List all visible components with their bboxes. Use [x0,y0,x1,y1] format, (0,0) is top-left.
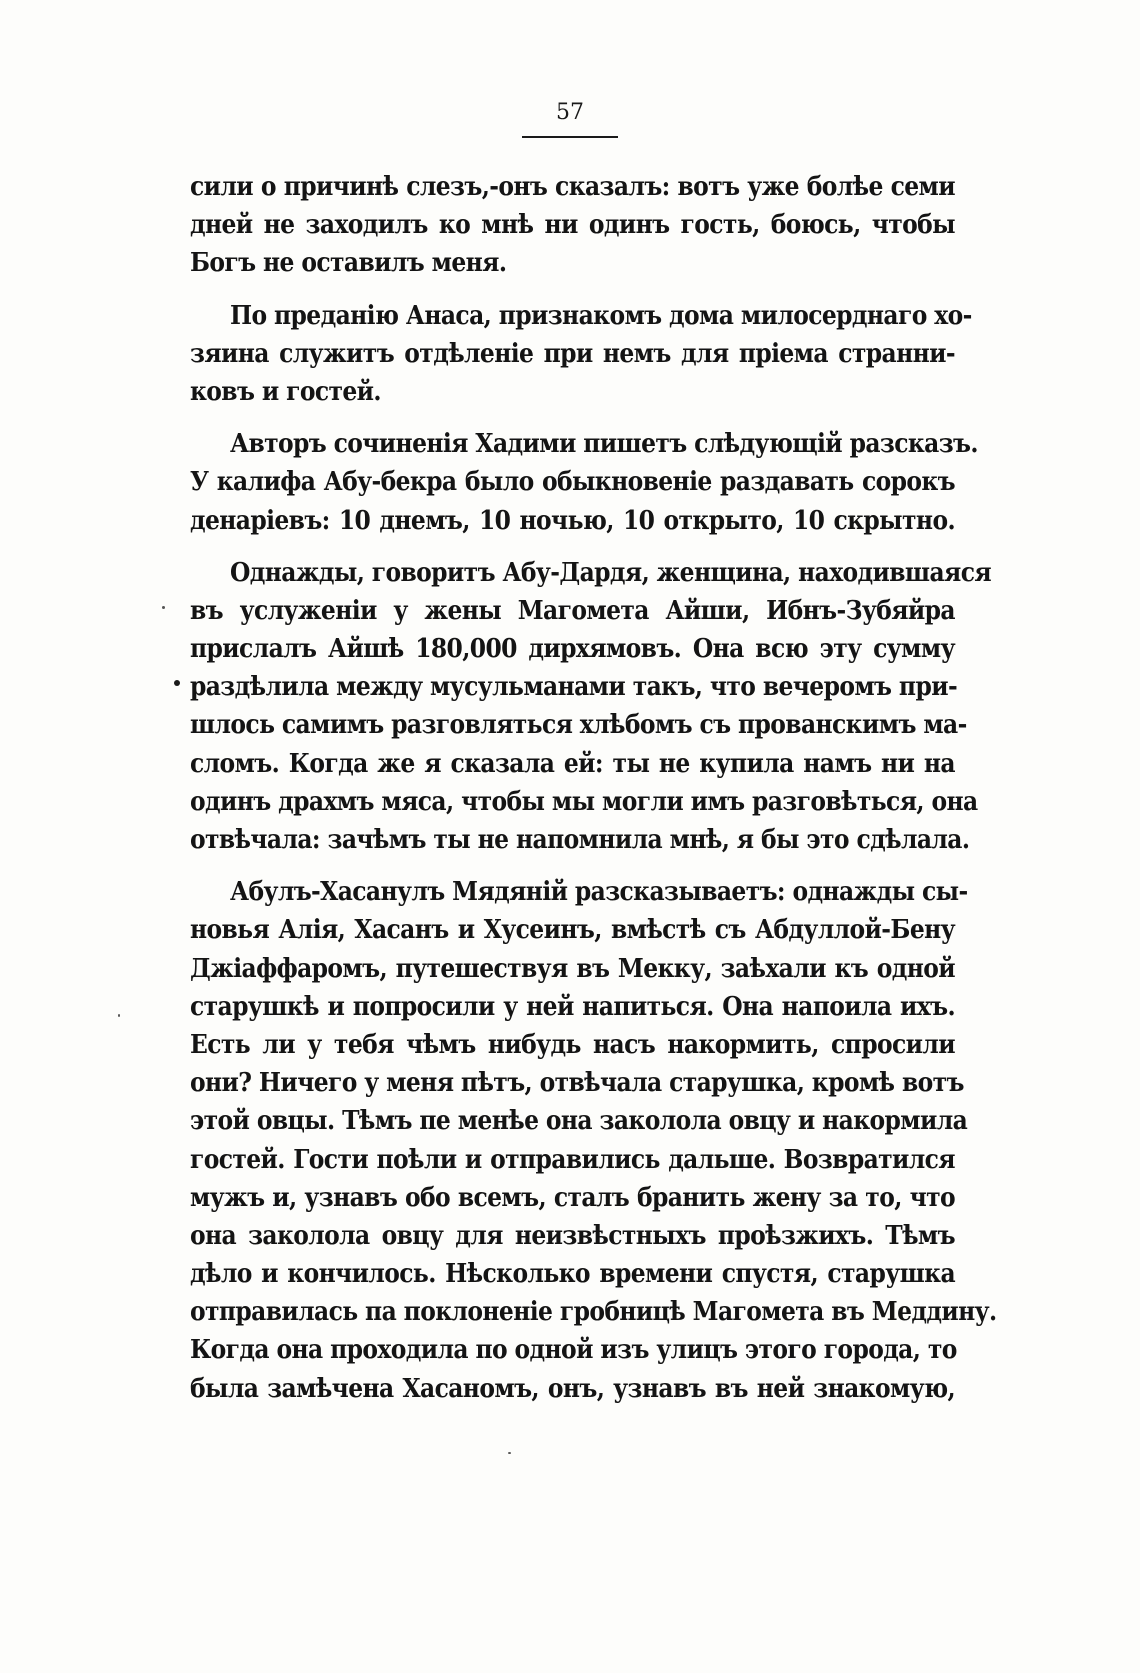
text-line: Однажды, говоритъ Абу-Дардя, женщина, находившаяся [230,557,992,588]
text-line: сили о причинѣ слезъ,-онъ сказалъ: вотъ уже болѣе семи [190,172,955,202]
text-line: Авторъ сочиненія Хадими пишетъ слѣдующій разсказъ. [230,429,978,460]
text-line: прислалъ Айшѣ 180,000 дирхямовъ. Она всю эту сумму [190,634,955,665]
text-line: раздѣлила между мусульманами такъ, что вечеромъ при- [190,672,958,703]
paper-speck [118,1014,120,1017]
paragraph-5 [190,873,997,1408]
paper-speck [508,1452,511,1454]
text-line: Джіаффаромъ, путешествуя въ Мекку, заѣхали къ одной [190,953,955,984]
page-number-rule [522,136,618,138]
text-line: новья Алія, Хасанъ и Хусеинъ, вмѣстѣ съ Абдуллой-Бену [190,915,955,946]
text-line: она заколола овцу для неизвѣстныхъ проѣзжихъ. Тѣмъ [190,1220,955,1251]
text-line: Когда она проходила по одной изъ улицъ этого города, то [190,1335,957,1366]
paragraph-4 [190,554,992,860]
paragraph-3 [190,425,978,540]
paragraph-1 [190,168,955,283]
text-line: мужъ и, узнавъ обо всемъ, сталъ бранить жену за то, что [190,1182,955,1213]
text-line: Абулъ-Хасанулъ Мядяній разсказываетъ: однажды сы- [230,877,968,908]
text-line: ковъ и гостей. [190,376,381,407]
text-line: старушкѣ и попросили у ней напиться. Она напоила ихъ. [190,991,955,1022]
text-line: сломъ. Когда же я сказала ей: ты не купила намъ ни на [190,748,955,779]
margin-mark [174,680,180,686]
text-line: зяина служитъ отдѣленіе при немъ для пріема странни- [190,338,955,369]
text-line: отправилась па поклоненіе гробницѣ Магомета въ Меддину. [190,1297,997,1328]
text-line: гостей. Гости поѣли и отправились дальше. Возвратился [190,1144,955,1175]
paper-speck [162,606,165,609]
text-line: они? Ничего у меня пѣтъ, отвѣчала старушка, кромѣ вотъ [190,1068,964,1099]
text-line: дѣло и кончилось. Нѣсколько времени спустя, старушка [190,1259,955,1290]
text-line: отвѣчала: зачѣмъ ты не напомнила мнѣ, я бы это сдѣлала. [190,825,970,855]
text-line: Богъ не оставилъ меня. [190,248,507,279]
body-text [190,168,997,1408]
text-line: По преданію Анаса, признакомъ дома милосерднаго хо- [230,300,972,331]
page-number: 57 [556,100,584,125]
text-line: шлось самимъ разговляться хлѣбомъ съ прованскимъ ма- [190,710,967,741]
text-line: въ услуженіи у жены Магомета Айши, Ибнъ-Зубяйра [190,595,955,626]
text-line: Есть ли у тебя чѣмъ нибудь насъ накормить, спросили [190,1029,955,1060]
text-line: одинъ драхмъ мяса, чтобы мы могли имъ разговѣться, она [190,786,978,817]
text-line: этой овцы. Тѣмъ пе менѣе она заколола овцу и накормила [190,1106,968,1137]
text-line: дней не заходилъ ко мнѣ ни одинъ гость, боюсь, чтобы [190,210,955,241]
paragraph-2 [190,297,972,412]
text-line: денаріевъ: 10 днемъ, 10 ночью, 10 открыто, 10 скрытно. [190,505,955,536]
text-line: была замѣчена Хасаномъ, онъ, узнавъ въ ней знакомую, [190,1373,955,1404]
text-line: У калифа Абу-бекра было обыкновеніе раздавать сорокъ [190,467,955,498]
